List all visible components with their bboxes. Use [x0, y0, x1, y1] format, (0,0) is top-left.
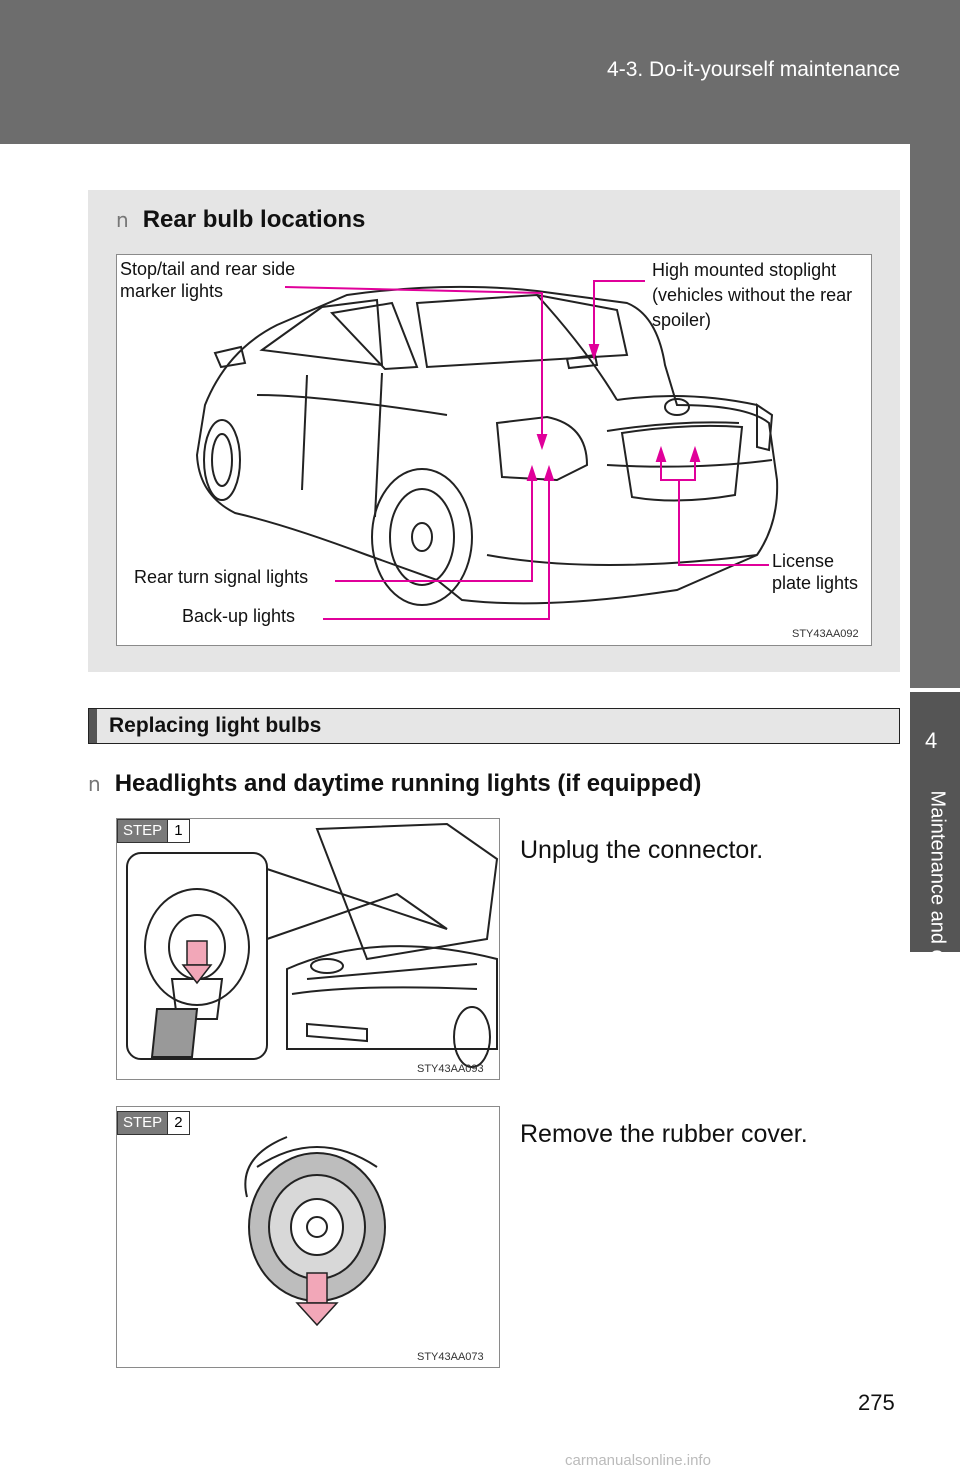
callout-stop-tail: Stop/tail and rear side marker lights: [120, 259, 296, 301]
bullet-icon: n: [116, 208, 129, 232]
replace-section-title: Replacing light bulbs: [109, 714, 322, 737]
step1-text: Unplug the connector.: [520, 836, 764, 864]
chapter-number: 4: [925, 728, 938, 753]
section-accent: [89, 709, 97, 743]
headlight-subtitle: Headlights and daytime running lights (if equipped): [114, 770, 702, 797]
step2-text: Remove the rubber cover.: [520, 1120, 808, 1148]
callout-high-mount: High mounted stoplight (vehicles without the rear spoiler): [652, 260, 853, 330]
rubber-cover-drawing: [117, 1107, 501, 1369]
step-number: 2: [167, 1112, 188, 1134]
step1-figure: [116, 818, 500, 1080]
rear-section-heading: [116, 206, 365, 234]
callout-turn-signal: Rear turn signal lights: [134, 567, 309, 587]
figure-code-rear: STY43AA092: [792, 628, 859, 640]
breadcrumb: 4-3. Do-it-yourself maintenance: [607, 58, 900, 81]
page-header: [0, 0, 960, 144]
headlight-heading: [88, 770, 701, 798]
figure-code-step2: STY43AA073: [417, 1351, 484, 1363]
bullet-icon: n: [88, 772, 101, 796]
rear-section-title: Rear bulb locations: [142, 206, 366, 233]
step1-badge: [117, 819, 190, 843]
step2-badge: [117, 1111, 190, 1135]
callout-license: License plate lights: [772, 551, 859, 593]
chapter-label-wrap: [922, 754, 952, 1024]
page-number: 275: [858, 1390, 895, 1415]
step-word: STEP: [118, 1112, 167, 1134]
chapter-label: Maintenance and care: [926, 790, 949, 988]
engine-bay-drawing: [117, 819, 501, 1081]
step-word: STEP: [118, 820, 167, 842]
side-tab-upper: [910, 144, 960, 688]
footer-watermark: carmanualsonline.info: [565, 1452, 711, 1469]
figure-code-step1: STY43AA093: [417, 1063, 484, 1075]
callout-backup: Back-up lights: [182, 606, 296, 626]
replace-section-bar: [88, 708, 900, 744]
step2-figure: [116, 1106, 500, 1368]
step-number: 1: [167, 820, 188, 842]
